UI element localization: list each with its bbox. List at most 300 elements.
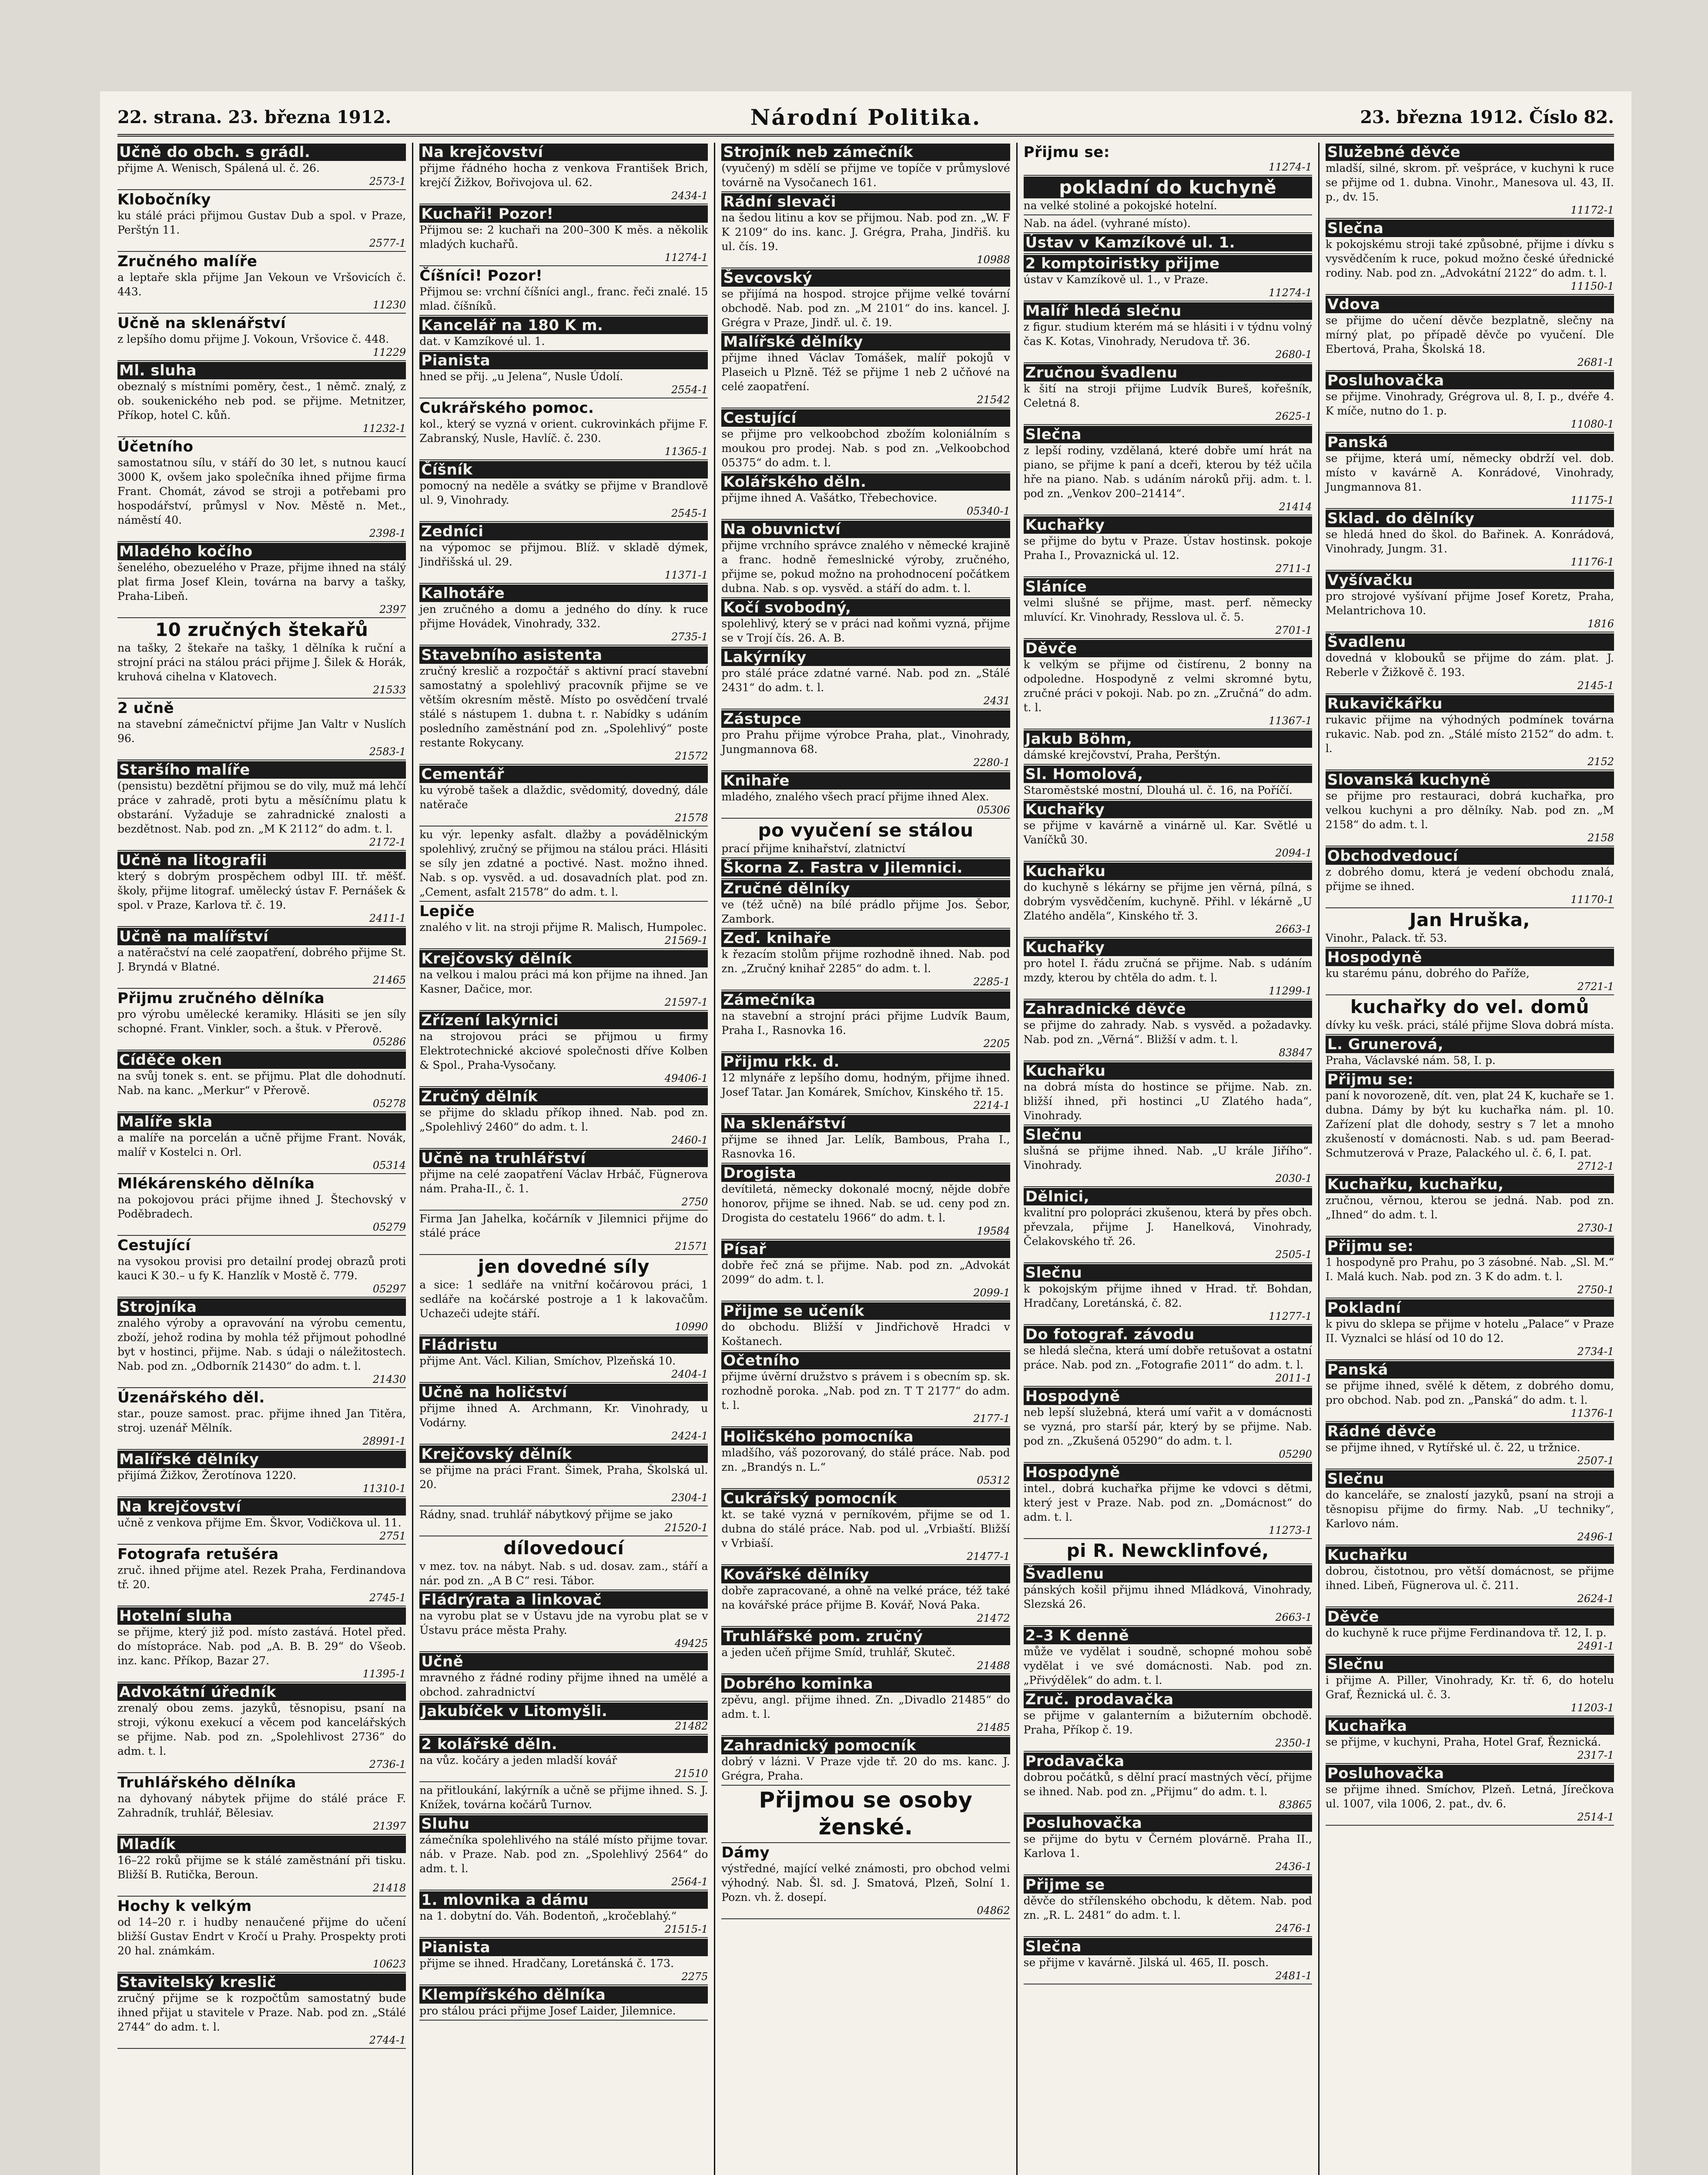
ad-heading: pi R. Newcklinfové, xyxy=(1066,1540,1269,1561)
classified-ad xyxy=(1326,632,1614,694)
ad-body-text: na vůz. kočáry a jeden mladší kovář xyxy=(419,1754,617,1767)
ad-reference-number: 2745-1 xyxy=(369,1592,406,1604)
ad-heading: Kuchařky xyxy=(1024,939,1312,956)
ad-body-text: spolehlivý, který se v práci nad koňmi vyzná, přijme se v Trojí čís. 26. A. B. xyxy=(721,617,1010,644)
ad-heading: Písař xyxy=(721,1241,1010,1258)
ad-heading: Hochy k velkým xyxy=(117,1897,252,1915)
ad-reference-number: 11310-1 xyxy=(362,1482,406,1495)
classified-ad xyxy=(1326,770,1614,847)
ad-heading: 2 učně xyxy=(117,699,174,717)
classified-ad xyxy=(1024,1690,1312,1752)
ad-heading: Ústav v Kamzíkové ul. 1. xyxy=(1024,234,1312,251)
ad-body-text: pro stálé práce zdatné varné. Nab. pod zn. „Stálé 2431“ do adm. t. l. xyxy=(721,667,1010,694)
ad-reference-number: 49406-1 xyxy=(664,1072,708,1084)
ad-reference-number: 2750 xyxy=(681,1196,708,1208)
classified-ad xyxy=(721,1565,1010,1627)
ad-reference-number: 11203-1 xyxy=(1571,1702,1614,1714)
ad-body-text: a sice: 1 sedláře na vnitřní kočárovou práci, 1 sedláře na kočárské postroje a 1 k lakovačům. Uchazeči udejte stáří. xyxy=(419,1278,708,1320)
ad-heading: Zručnou švadlenu xyxy=(1024,364,1312,381)
ad-body-text: výstředné, mající velké známosti, pro obchod velmi výhodný. Nab. Šl. sd. J. Smatová, Plzeň, Solní 1. Pozn. vh. ž. dosepí. xyxy=(721,1862,1010,1904)
ad-reference-number: 11175-1 xyxy=(1571,494,1614,506)
classified-ad xyxy=(1024,1875,1312,1937)
classified-ad xyxy=(721,648,1010,709)
ad-body-text: zámečníka spolehlivého na stálé místo přijme tovar. náb. v Praze. Nab. pod zn. „Spolehlivý 2564“ do adm. t. l. xyxy=(419,1834,708,1875)
ad-body-text: na dyhovaný nábytek přijme do stálé práce F. Zahradník, truhlář, Bělesiav. xyxy=(117,1792,406,1819)
classified-ad xyxy=(117,1388,406,1450)
ad-reference-number: 2730-1 xyxy=(1577,1222,1614,1234)
ad-heading: Ševcovský xyxy=(721,269,1010,287)
ad-heading: Učně do obch. s grádl. xyxy=(117,144,406,161)
ad-heading: 2–3 K denně xyxy=(1024,1627,1312,1644)
ad-reference-number: 28991-1 xyxy=(362,1435,406,1447)
ad-body-text: se hledá hned do škol. do Bařinek. A. Konrádová, Vinohrady, Jungm. 31. xyxy=(1325,528,1614,555)
classified-ad xyxy=(1326,908,1614,948)
ad-heading: Drogista xyxy=(721,1164,1010,1182)
ad-reference-number: 2397 xyxy=(379,603,406,616)
classified-ad xyxy=(117,927,406,989)
ad-reference-number: 2554-1 xyxy=(671,384,708,396)
ad-heading: Číšník xyxy=(419,461,708,478)
classified-ad xyxy=(117,190,406,252)
ad-body-text: pro strojové vyšívaní přijme Josef Koretz, Praha, Melantrichova 10. xyxy=(1325,590,1614,617)
ad-heading: Dobrého kominka xyxy=(721,1675,1010,1693)
ad-heading: Knihaře xyxy=(721,772,1010,790)
ad-reference-number: 05340-1 xyxy=(966,505,1010,517)
ad-heading: Učně na malířství xyxy=(117,928,406,945)
ad-heading: Slečna xyxy=(1024,426,1312,443)
classified-ad xyxy=(419,1506,708,1536)
ad-heading: Děvče xyxy=(1326,1608,1614,1626)
classified-ad xyxy=(419,316,708,351)
classified-ad xyxy=(419,1087,708,1149)
ad-body-text: na přitloukání, lakýrník a učně se přijme ihned. S. J. Knížek, továrna kočárů Turnov. xyxy=(419,1784,708,1811)
classified-ad xyxy=(117,361,406,437)
classified-ad xyxy=(1024,1626,1312,1690)
ad-body-text: k pokojským přijme ihned v Hrad. tř. Bohdan, Hradčany, Loretánská, č. 82. xyxy=(1023,1282,1312,1309)
classified-ad xyxy=(721,1843,1010,1919)
ad-heading: Zručného malíře xyxy=(117,253,258,270)
ad-body-text: přijme se ihned. Hradčany, Loretánská č. 173. xyxy=(419,1957,674,1970)
ad-reference-number: 21485 xyxy=(977,1721,1010,1733)
classified-ad xyxy=(1326,219,1614,295)
classified-ad xyxy=(1024,176,1312,215)
ad-heading: Pianista xyxy=(419,1939,708,1956)
ad-body-text: přijme se ihned Jar. Lelík, Bambous, Praha I., Rasnovka 16. xyxy=(721,1133,1010,1160)
ad-heading: Mlékárenského dělníka xyxy=(117,1175,315,1192)
ad-heading: Klobočníky xyxy=(117,191,211,208)
ad-body-text: pro hotel I. řádu zručná se přijme. Nab. s udáním mzdy, kterou by chtěla do adm. t. l. xyxy=(1023,957,1312,984)
ad-body-text: z figur. studium kterém má se hlásiti i v týdnu volný čas K. Kotas, Vinohrady, Nerudova tř. 36. xyxy=(1023,321,1312,348)
classified-ad xyxy=(1326,1237,1614,1298)
ad-heading: Dámy xyxy=(721,1844,770,1861)
ad-body-text: ústav v Kamzíkově ul. 1., v Praze. xyxy=(1023,273,1209,286)
classified-ad xyxy=(1326,694,1614,770)
classified-ad xyxy=(117,760,406,851)
ad-heading: Na krejčovství xyxy=(117,1498,406,1516)
ad-heading: Staršího malíře xyxy=(117,761,406,779)
ad-body-text: mladší, silné, skrom. př. vešpráce, v kuchyni k ruce se přijme od 1. dubna. Vinohr., Manesova ul. 43, II. p., dv. 15. xyxy=(1325,162,1614,203)
ad-reference-number: 2507-1 xyxy=(1577,1455,1614,1467)
ad-heading: Číšníci! Pozor! xyxy=(419,267,543,284)
ad-heading: Cestující xyxy=(721,409,1010,427)
ad-heading: Ml. sluha xyxy=(117,362,406,379)
ad-heading: 2 kolářské děln. xyxy=(419,1736,708,1753)
ad-body-text: zručnou, věrnou, kterou se jedná. Nab. pod zn. „Ihned“ do adm. t. l. xyxy=(1325,1194,1614,1221)
ad-reference-number: 2460-1 xyxy=(671,1134,708,1146)
classified-ad xyxy=(117,618,406,699)
classified-ad xyxy=(419,1702,708,1735)
classified-ad xyxy=(721,520,1010,598)
ad-heading: Slečna xyxy=(1024,1938,1312,1955)
classified-ad xyxy=(419,1590,708,1652)
ad-body-text: přijme ihned A. Archmann, Kr. Vinohrady, u Vodárny. xyxy=(419,1402,708,1429)
ad-body-text: se přijme ihned, v Rytířské ul. č. 22, u tržnice. xyxy=(1325,1441,1581,1454)
ad-body-text: ku starému pánu, dobrého do Paříže, xyxy=(1325,967,1530,980)
ad-body-text: Praha, Václavské nám. 58, I. p. xyxy=(1325,1054,1496,1067)
ad-body-text: z lepší rodiny, vzdělaná, které dobře umí hrát na piano, se přijme k paní a dceři, kterou by též učila hře na piano. Nab. s udáním nároků přij. adm. t. l. pod zn. „Venkov 200–21414“. xyxy=(1023,444,1312,500)
ad-reference-number: 2573-1 xyxy=(369,175,406,187)
ad-body-text: šenelého, obezuelého v Praze, přijme ihned na stálý plat firma Josef Klein, továrna na barvy a tašky, Praha-Libeň. xyxy=(117,561,406,602)
ad-reference-number: 2751 xyxy=(379,1530,406,1542)
ad-body-text: (pensistu) bezdětní přijmou se do vily, muž má lehčí práce v zahradě, proti bytu a měsíčnímu platu k obstarání. Vyžaduje se zahradnické znalosti a bezdětnost. Nab. pod zn. „M K 2112“ do adm. t. l. xyxy=(117,780,406,835)
ad-heading: Do fotograf. závodu xyxy=(1024,1326,1312,1343)
classified-ad xyxy=(419,1335,708,1383)
ad-heading: 2 komptoiristky přijme xyxy=(1024,255,1312,272)
ad-reference-number: 2436-1 xyxy=(1275,1860,1312,1873)
ad-reference-number: 21510 xyxy=(675,1767,708,1780)
ad-reference-number: 2735-1 xyxy=(671,631,708,643)
ad-heading: po vyučení se stálou xyxy=(758,820,974,841)
ad-body-text: na stavební a strojní práci přijme Ludvík Baum, Praha I., Rasnovka 16. xyxy=(721,1010,1010,1037)
classified-ad xyxy=(419,1536,708,1590)
classified-ad xyxy=(419,1652,708,1702)
classified-ad xyxy=(721,1627,1010,1674)
ad-body-text: znalého výroby a opravování na výrobu cementu, zboží, jehož rodina by mohla též přijmout pohodlné byt v hostinci, přijme. Nab. s údaji o náležitostech. Nab. pod zn. „Odborník 21430“ do adm. t. l. xyxy=(117,1317,406,1372)
classified-ad xyxy=(721,192,1010,268)
ad-body-text: se přijme pro restauraci, dobrá kuchařka, pro velkou kuchyni a pro dělníky. Nab. pod zn. „M 2158“ do adm. t. l. xyxy=(1325,790,1614,831)
ad-heading: Slečnu xyxy=(1326,1656,1614,1673)
classified-ad xyxy=(721,819,1010,858)
classified-ad xyxy=(1326,571,1614,632)
classified-ad xyxy=(721,1052,1010,1114)
ad-body-text: devítiletá, německy dokonalé mocný, nějde dobře honorov, přijme se ihned. Nab. se ud. ceny pod zn. Drogista do cestatelu 1966“ do adm. t. l. xyxy=(721,1183,1010,1224)
classified-ad xyxy=(419,826,708,902)
ad-heading: pokladní do kuchyně xyxy=(1024,177,1312,198)
ad-reference-number: 2744-1 xyxy=(369,2034,406,2046)
classified-ad xyxy=(117,1773,406,1835)
ad-body-text: Nab. na ádel. (vyhrané místo). xyxy=(1023,217,1191,230)
classified-ad xyxy=(1326,295,1614,371)
ad-heading: Strojník neb zámečník xyxy=(721,144,1010,161)
ad-heading: Kuchařky xyxy=(1024,801,1312,818)
classified-ad xyxy=(721,1674,1010,1736)
classified-ad xyxy=(1024,765,1312,800)
ad-heading: Advokátní úředník xyxy=(117,1683,406,1701)
ad-body-text: obeznalý s místními poměry, čest., 1 němč. znalý, z ob. soukenického neb pod. se přijme. Metnitzer, Příkop, hotel C. kůň. xyxy=(117,380,406,422)
ad-heading: Stavebního asistenta xyxy=(419,646,708,664)
ad-reference-number: 11371-1 xyxy=(664,569,708,581)
ad-reference-number: 11170-1 xyxy=(1571,893,1614,906)
ad-heading: Kuchařka xyxy=(1326,1717,1614,1735)
classified-ad xyxy=(1024,301,1312,363)
classified-ad xyxy=(1024,577,1312,639)
ad-heading: Učně na sklenářství xyxy=(117,315,286,332)
classified-ad xyxy=(1024,1564,1312,1626)
ad-heading: Kolářského děln. xyxy=(721,473,1010,491)
ad-heading: Zahradnický pomocník xyxy=(721,1737,1010,1754)
classified-ad xyxy=(419,1814,708,1891)
classified-ad xyxy=(117,1497,406,1545)
classified-ad xyxy=(117,1450,406,1497)
ad-heading: Účetního xyxy=(117,438,194,455)
ad-reference-number: 11274-1 xyxy=(1269,161,1312,173)
ad-body-text: na 1. dobytní do. Váh. Bodentoň, „kročeblahý.“ xyxy=(419,1910,677,1922)
classified-ad xyxy=(117,1683,406,1773)
ad-heading: Kovářské dělníky xyxy=(721,1566,1010,1583)
classified-ad xyxy=(1024,938,1312,1000)
ad-reference-number: 21430 xyxy=(372,1373,406,1385)
ad-reference-number: 2750-1 xyxy=(1577,1284,1614,1296)
ad-heading: Švadlenu xyxy=(1326,633,1614,651)
ad-heading: Hospodyně xyxy=(1024,1388,1312,1405)
ad-heading: Přijmu se: xyxy=(1023,144,1110,161)
classified-ad xyxy=(117,989,406,1051)
ad-heading: Kočí svobodný, xyxy=(721,599,1010,616)
ad-reference-number: 05278 xyxy=(372,1098,406,1110)
classified-ad xyxy=(419,584,708,646)
ad-heading: Přijme se xyxy=(1024,1876,1312,1894)
ad-reference-number: 2317-1 xyxy=(1577,1749,1614,1761)
ad-body-text: přijme ihned Václav Tomášek, malíř pokojů v Plaseich u Plzně. Též se přijme 1 neb 2 učňové na celé zaopatření. xyxy=(721,351,1010,393)
ad-body-text: se přijme v kavárně a vinárně ul. Kar. Světlé u Vaníčků 30. xyxy=(1023,819,1312,846)
ad-heading: Obchodvedoucí xyxy=(1326,847,1614,865)
newspaper-page xyxy=(100,91,1631,2175)
ad-body-text: pomocný na neděle a svátky se přijme v Brandlově ul. 9, Vinohrady. xyxy=(419,479,708,506)
ad-heading: Jakub Böhm, xyxy=(1024,730,1312,748)
ad-reference-number: 2583-1 xyxy=(369,746,406,758)
ad-body-text: pro stálou práci přijme Josef Laider, Jilemnice. xyxy=(419,2004,676,2017)
classified-ad xyxy=(117,1545,406,1606)
classified-ad xyxy=(419,1891,708,1938)
classified-ad xyxy=(1024,729,1312,765)
ad-reference-number: 2625-1 xyxy=(1275,410,1312,422)
column-2 xyxy=(412,143,714,2175)
ad-reference-number: 2721-1 xyxy=(1577,980,1614,993)
classified-ad xyxy=(117,1051,406,1112)
ad-body-text: na stavební zámečnictví přijme Jan Valtr v Nuslích 96. xyxy=(117,718,406,745)
ad-reference-number: 2663-1 xyxy=(1275,923,1312,935)
ad-body-text: se přijme, která umí, německy obdrží vel. dob. místo v kavárně A. Konrádové, Vinohrady, Jungmannova 81. xyxy=(1325,452,1614,493)
ad-reference-number: 2172-1 xyxy=(369,836,406,848)
classified-ad xyxy=(1326,1070,1614,1175)
column-3 xyxy=(714,143,1016,2175)
ad-heading: Rukavičkářku xyxy=(1326,695,1614,713)
ad-reference-number: 11172-1 xyxy=(1571,204,1614,216)
ad-body-text: přijme na celé zaopatření Václav Hrbáč, Fügnerova nám. Praha-II., č. 1. xyxy=(419,1168,708,1195)
ad-reference-number: 2411-1 xyxy=(369,912,406,924)
ad-reference-number: 2011-1 xyxy=(1275,1372,1312,1384)
ad-heading: Cementář xyxy=(419,766,708,783)
ad-heading: Slečnu xyxy=(1326,1470,1614,1488)
ad-reference-number: 2094-1 xyxy=(1275,847,1312,859)
ad-heading: dílovedoucí xyxy=(503,1537,624,1559)
classified-ad xyxy=(419,1211,708,1255)
classified-ad xyxy=(1024,862,1312,938)
ad-heading: Prodavačka xyxy=(1024,1753,1312,1770)
ad-body-text: i přijme A. Piller, Vinohrady, Kr. tř. 6, do hotelu Graf, Řeznická ul. č. 3. xyxy=(1325,1674,1614,1701)
ad-body-text: star., pouze samost. prac. přijme ihned Jan Titěra, stroj. uzenář Mělník. xyxy=(117,1407,406,1434)
ad-reference-number: 2712-1 xyxy=(1577,1160,1614,1172)
ad-heading: Zástupce xyxy=(721,710,1010,728)
ad-reference-number: 21482 xyxy=(675,1720,708,1732)
ad-reference-number: 2564-1 xyxy=(671,1876,708,1888)
classified-ad xyxy=(1326,1717,1614,1764)
ad-reference-number: 05279 xyxy=(372,1221,406,1233)
classified-ad xyxy=(1024,1539,1312,1564)
classified-ad xyxy=(1326,1655,1614,1717)
ad-body-text: dobrý v lázni. V Praze vjde tř. 20 do ms. kanc. J. Grégra, Praha. xyxy=(721,1755,1010,1782)
ad-heading: Přijme se učeník xyxy=(721,1302,1010,1320)
ad-reference-number: 11376-1 xyxy=(1571,1407,1614,1419)
ad-heading: Klempířského dělníka xyxy=(419,1986,708,2004)
ad-reference-number: 2152 xyxy=(1587,756,1614,768)
ad-body-text: pánských košil přijmu ihned Mládková, Vinohrady, Slezská 26. xyxy=(1023,1583,1312,1610)
ad-body-text: zručný přijme se k rozpočtům samostatný bude ihned přijat u stavitele v Praze. Nab. pod zn. „Stálé 2744“ do adm. t. l. xyxy=(117,1992,406,2033)
ad-body-text: se přijme, v kuchyni, Praha, Hotel Graf, Řeznická. xyxy=(1325,1736,1601,1748)
ad-body-text: přijme úvěrní družstvo s právem i s obecním sp. sk. rozhodně poroka. „Nab. pod zn. T T 2177“ do adm. t. l. xyxy=(721,1370,1010,1412)
ad-heading: Cukrářský pomocník xyxy=(721,1490,1010,1507)
ad-body-text: k šití na stroji přijme Ludvík Bureš, kořešník, Celetná 8. xyxy=(1023,382,1312,409)
ad-body-text: 16–22 roků přijme se k stálé zaměstnání při tisku. Bližší B. Rutička, Beroun. xyxy=(117,1854,406,1881)
ad-body-text: se přijme ihned, svělé k dětem, z dobrého domu, pro obchod. Nab. pod zn. „Panská“ do adm. t. l. xyxy=(1325,1379,1614,1406)
classified-ad xyxy=(1326,1422,1614,1469)
ad-body-text: může ve vydělat i soudně, schopné mohou sobě vydělat i ve své domácnosti. Nab. pod zn. „Přivýdělek“ do adm. t. l. xyxy=(1023,1645,1312,1686)
classified-ad xyxy=(117,1835,406,1897)
ad-heading: Kuchařky xyxy=(1024,516,1312,534)
ad-heading: Panská xyxy=(1326,434,1614,451)
ad-reference-number: 2280-1 xyxy=(973,756,1010,769)
classified-ad xyxy=(117,1174,406,1236)
classified-ad xyxy=(117,1606,406,1683)
ad-reference-number: 2275 xyxy=(681,1971,708,1983)
classified-ad xyxy=(1326,509,1614,571)
classified-ad xyxy=(1024,363,1312,425)
ad-heading: Mladík xyxy=(117,1836,406,1853)
classified-ad xyxy=(1024,1000,1312,1061)
ad-reference-number: 2398-1 xyxy=(369,527,406,539)
ad-heading: Na krejčovství xyxy=(419,144,708,161)
ad-body-text: pro Prahu přijme výrobce Praha, plat., Vinohrady, Jungmannova 68. xyxy=(721,729,1010,756)
classified-ad xyxy=(117,851,406,927)
ad-reference-number: 11395-1 xyxy=(362,1668,406,1680)
ad-reference-number: 2496-1 xyxy=(1577,1531,1614,1543)
classified-ad xyxy=(117,143,406,190)
ad-body-text: dobře zapracované, a ohně na velké práce, též také na kovářské práce přijme B. Kovář, Nová Paka. xyxy=(721,1584,1010,1611)
ad-body-text: rukavic přijme na výhodných podmínek továrna rukavic. Nab. pod zn. „Stálé místo 2152“ do adm. t. l. xyxy=(1325,713,1614,755)
classified-ad xyxy=(1024,425,1312,515)
ad-body-text: ku stálé práci přijmou Gustav Dub a spol. v Praze, Perštýn 11. xyxy=(117,209,406,236)
ad-body-text: se přijme v kavárně. Jilská ul. 465, II. posch. xyxy=(1023,1956,1269,1969)
ad-reference-number: 2304-1 xyxy=(671,1492,708,1504)
ad-heading: Sl. Homolová, xyxy=(1024,766,1312,783)
ad-reference-number: 2624-1 xyxy=(1577,1593,1614,1605)
ad-body-text: velmi slušné se přijme, mast. perf. německy mluvící. Kr. Vinohrady, Resslova ul. č. 5. xyxy=(1023,596,1312,623)
classified-ad xyxy=(419,1383,708,1445)
ad-heading: Přijmu rkk. d. xyxy=(721,1053,1010,1071)
ad-body-text: se přijímá na hospod. strojce přijme velké tovární obchodě. Nab. pod zn. „M 2101“ do ins. kancel. J. Grégra v Praze, Jindř. ul. č. 19. xyxy=(721,288,1010,329)
ad-heading: Krejčovský dělník xyxy=(419,950,708,967)
ad-body-text: Staroměstské mostní, Dlouhá ul. č. 16, na Poříčí. xyxy=(1023,784,1293,796)
classified-ad xyxy=(1326,433,1614,509)
ad-heading: Stavitelský kreslič xyxy=(117,1974,406,1991)
ad-reference-number: 2214-1 xyxy=(973,1099,1010,1111)
ad-body-text: dámské krejčovství, Praha, Perštýn. xyxy=(1023,749,1221,761)
ad-reference-number: 2734-1 xyxy=(1577,1345,1614,1358)
ad-reference-number: 2158 xyxy=(1587,832,1614,844)
classified-ad xyxy=(721,990,1010,1052)
ad-reference-number: 21533 xyxy=(372,684,406,696)
ad-heading: Zedníci xyxy=(419,523,708,540)
classified-ad xyxy=(1326,1546,1614,1607)
ad-reference-number: 2481-1 xyxy=(1275,1970,1312,1982)
classified-ad xyxy=(1024,1061,1312,1125)
ad-heading: Na sklenářství xyxy=(721,1115,1010,1132)
classified-ad xyxy=(721,709,1010,771)
ad-reference-number: 21465 xyxy=(372,974,406,986)
classified-ad xyxy=(1024,215,1312,233)
classified-ad xyxy=(1326,1469,1614,1546)
ad-body-text: na strojovou práci se přijmou u firmy Elektrotechnické akciové společnosti dříve Kolben & Spol., Praha-Vysočany. xyxy=(419,1030,708,1071)
classified-ad xyxy=(721,1736,1010,1786)
ad-heading: Panská xyxy=(1326,1361,1614,1379)
ad-heading: Lepiče xyxy=(419,903,475,920)
ad-heading: Vyšívačku xyxy=(1326,572,1614,589)
ad-reference-number: 2431 xyxy=(983,695,1010,707)
ad-heading: Děvče xyxy=(1024,640,1312,657)
ad-body-text: na výpomoc se přijmou. Blíž. v skladě dýmek, Jindřišská ul. 29. xyxy=(419,541,708,568)
ad-heading: Kuchařku xyxy=(1024,1062,1312,1080)
ad-heading: Cestující xyxy=(117,1237,191,1254)
ad-body-text: dívky ku vešk. práci, stálé přijme Slova dobrá místa. xyxy=(1325,1019,1614,1031)
classified-ad xyxy=(1326,1764,1614,1826)
ad-body-text: na dobrá místa do hostince se přijme. Nab. zn. bližší ihned, při hostinci „U Zlatého hada“, Vinohrady. xyxy=(1023,1081,1312,1122)
ad-body-text: a leptaře skla přijme Jan Vekoun ve Vršovicích č. 443. xyxy=(117,271,406,298)
ad-reference-number: 2099-1 xyxy=(973,1287,1010,1299)
ad-body-text: přijme vrchního správce znalého v německé krajině a franc. hodně řemeslnické výroby, zručného, přijme se, pokud možno na prohodnocení počátkem dubna. Nab. s op. vysvěd. a stáří do adm. t. l. xyxy=(721,539,1010,595)
ad-body-text: mladého, znalého všech prací přijme ihned Alex. xyxy=(721,790,989,803)
ad-reference-number: 21520-1 xyxy=(664,1522,708,1534)
ad-reference-number: 05306 xyxy=(977,804,1010,816)
ad-reference-number: 05312 xyxy=(977,1474,1010,1486)
ad-heading: Cukrářského pomoc. xyxy=(419,399,594,417)
ad-reference-number: 2491-1 xyxy=(1577,1640,1614,1652)
ad-heading: Malíře skla xyxy=(117,1113,406,1131)
ad-heading: Zručné dělníky xyxy=(721,880,1010,897)
ad-body-text: do kuchyně k ruce přijme Ferdinandova tř. 12, I. p. xyxy=(1325,1626,1607,1639)
column-4 xyxy=(1016,143,1318,2175)
ad-body-text: ku výr. lepenky asfalt. dlažby a povádělnickým spolehlivý, zručný se přijmou na stálou práci. Hlásiti se síly jen zdatné a poctivé. Nast. možno ihned. Nab. s op. vysvěd. a ud. dosavadních plat. pod zn. „Cement, asfalt 21578“ do adm. t. l. xyxy=(419,828,708,898)
ad-reference-number: 2177-1 xyxy=(973,1412,1010,1425)
ad-heading: Zruč. prodavačka xyxy=(1024,1691,1312,1708)
classified-ad xyxy=(1024,1937,1312,1984)
ad-reference-number: 11273-1 xyxy=(1269,1524,1312,1536)
ad-body-text: paní k novorozeně, dít. ven, plat 24 K, kuchaře se 1. dubna. Dámy by být ku kuchařka nám. pl. 10. Zařízení plat dle dohody, sestry s 7 let a mnoho zkušeností v domácnosti. Nab. s ud. pam Beerad-Schmutzerová v Praze, Palackého ul. č. 6, I. pat. xyxy=(1325,1089,1614,1159)
ad-reference-number: 2476-1 xyxy=(1275,1922,1312,1934)
ad-reference-number: 21414 xyxy=(1279,501,1312,513)
ad-reference-number: 2350-1 xyxy=(1275,1737,1312,1749)
ad-heading: Na obuvnictví xyxy=(721,521,1010,538)
ad-reference-number: 1816 xyxy=(1587,618,1614,630)
